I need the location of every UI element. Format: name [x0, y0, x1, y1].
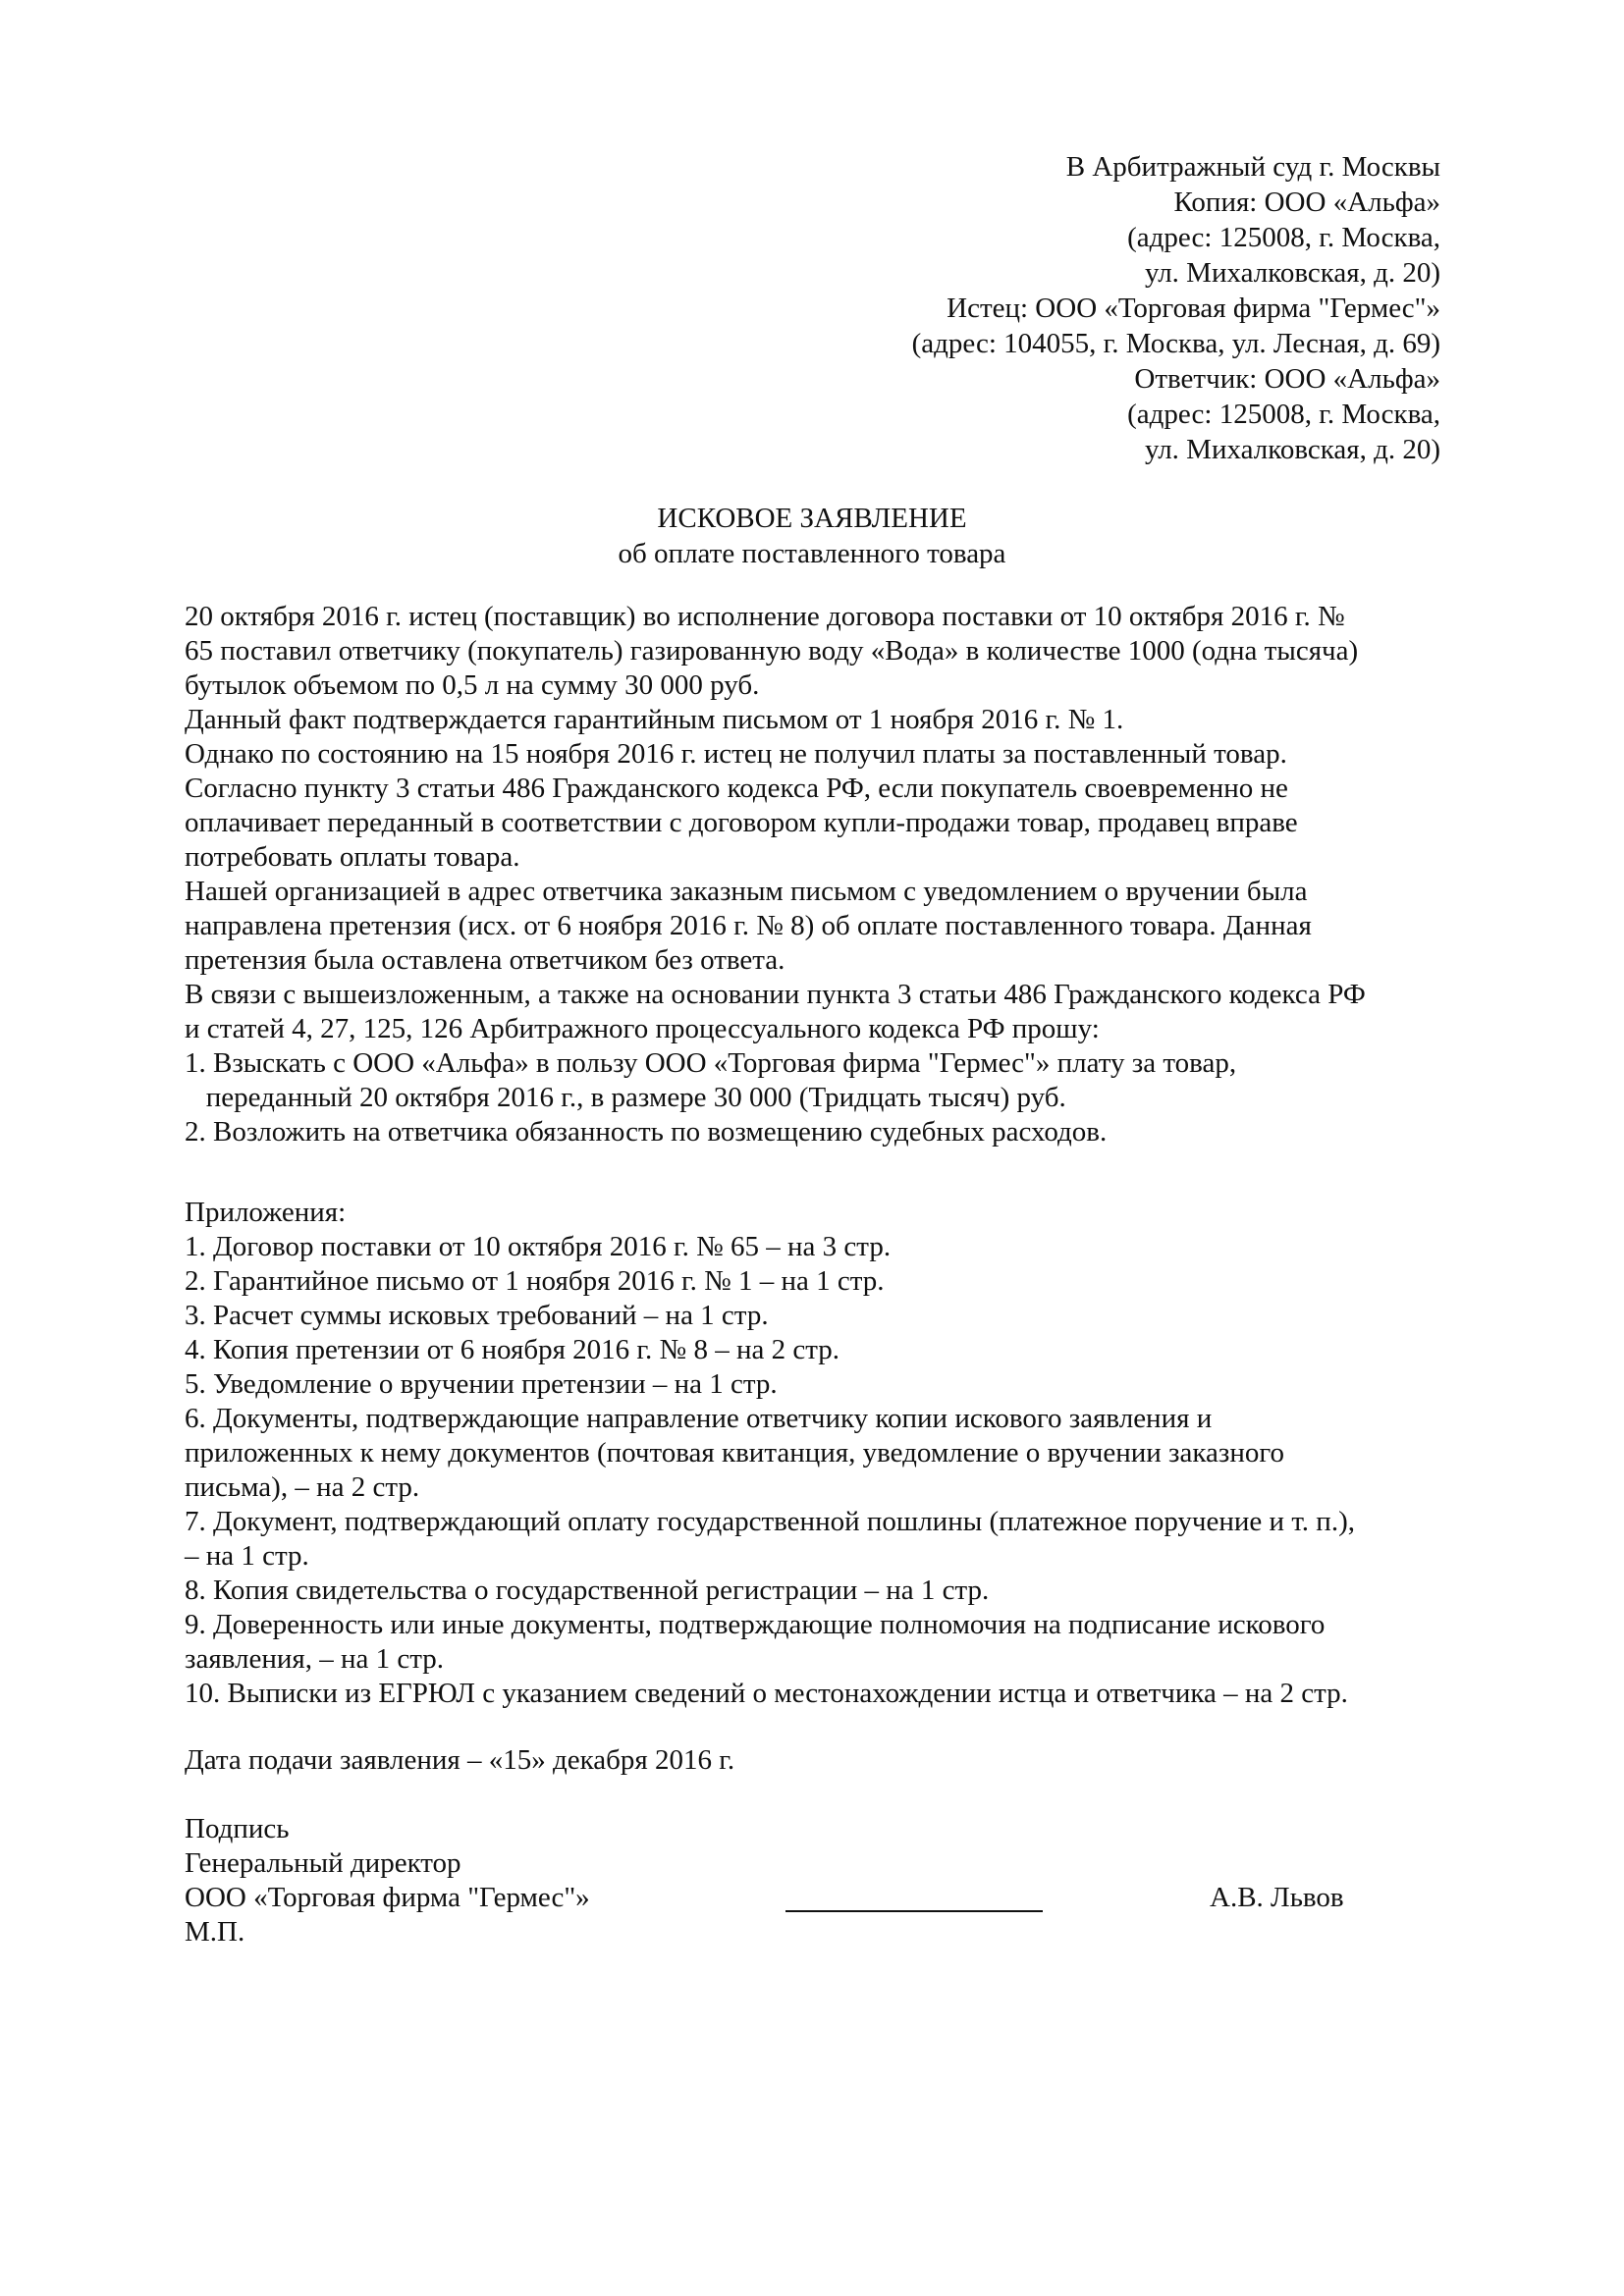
title-subtitle: об оплате поставленного товара	[618, 538, 1006, 569]
body-line: оплачивает переданный в соответствии с договором купли-продажи товар, продавец вправе	[185, 807, 1298, 838]
attachment-item: приложенных к нему документов (почтовая квитанция, уведомление о вручении заказного	[185, 1437, 1285, 1468]
body-line: и статей 4, 27, 125, 126 Арбитражного процессуального кодекса РФ прошу:	[185, 1013, 1100, 1044]
title-main: ИСКОВОЕ ЗАЯВЛЕНИЕ	[657, 503, 967, 534]
attachment-item: 5. Уведомление о вручении претензии – на 1 стр.	[185, 1368, 778, 1400]
attachment-item: 10. Выписки из ЕГРЮЛ с указанием сведений о местонахождении истца и ответчика – на 2 стр.	[185, 1678, 1348, 1709]
signature-line	[785, 1910, 1043, 1912]
addressee-line: Истец: ООО «Торговая фирма "Гермес"»	[947, 293, 1440, 324]
attachment-item: письма), – на 2 стр.	[185, 1471, 420, 1503]
attachment-item: 2. Гарантийное письмо от 1 ноября 2016 г. № 1 – на 1 стр.	[185, 1265, 885, 1297]
addressee-line: (адрес: 125008, г. Москва,	[1127, 399, 1440, 430]
attachment-item: 6. Документы, подтверждающие направление ответчику копии искового заявления и	[185, 1403, 1213, 1434]
request-item: 1. Взыскать с ООО «Альфа» в пользу ООО «Торговая фирма "Гермес"» плату за товар,	[185, 1047, 1237, 1079]
request-item: переданный 20 октября 2016 г., в размере 30 000 (Тридцать тысяч) руб.	[185, 1082, 1066, 1113]
body-line: Согласно пункту 3 статьи 486 Гражданского кодекса РФ, если покупатель своевременно не	[185, 773, 1288, 804]
signer-position: Генеральный директор	[185, 1847, 461, 1879]
attachment-item: 4. Копия претензии от 6 ноября 2016 г. № 8 – на 2 стр.	[185, 1334, 839, 1365]
signature-label: Подпись	[185, 1813, 290, 1844]
body-line: Однако по состоянию на 15 ноября 2016 г. истец не получил платы за поставленный товар.	[185, 738, 1287, 770]
body-line: Нашей организацией в адрес ответчика заказным письмом с уведомлением о вручении была	[185, 876, 1308, 907]
attachments-heading: Приложения:	[185, 1197, 347, 1228]
addressee-line: Копия: ООО «Альфа»	[1173, 187, 1440, 218]
attachment-item: 9. Доверенность или иные документы, подтверждающие полномочия на подписание искового	[185, 1609, 1326, 1640]
body-line: 65 поставил ответчику (покупатель) газированную воду «Вода» в количестве 1000 (одна тысяча)	[185, 635, 1359, 667]
addressee-line: ул. Михалковская, д. 20)	[1144, 434, 1440, 465]
attachment-item: 3. Расчет суммы исковых требований – на 1 стр.	[185, 1300, 769, 1331]
attachments-list	[185, 1196, 1355, 1711]
signer-name: А.В. Львов	[1210, 1882, 1344, 1913]
attachment-item: 8. Копия свидетельства о государственной регистрации – на 1 стр.	[185, 1575, 990, 1606]
addressee-line: (адрес: 125008, г. Москва,	[1127, 222, 1440, 253]
body-line: В связи с вышеизложенным, а также на основании пункта 3 статьи 486 Гражданского кодекса РФ	[185, 979, 1366, 1010]
signer-company: ООО «Торговая фирма "Гермес"»	[185, 1882, 590, 1913]
body-line: Данный факт подтверждается гарантийным письмом от 1 ноября 2016 г. № 1.	[185, 704, 1124, 735]
addressee-line: В Арбитражный суд г. Москвы	[1065, 151, 1440, 183]
body-line: 20 октября 2016 г. истец (поставщик) во исполнение договора поставки от 10 октября 2016 г. №	[185, 601, 1345, 632]
addressee-line: Ответчик: ООО «Альфа»	[1134, 363, 1440, 395]
body-line: потребовать оплаты товара.	[185, 841, 520, 873]
attachment-item: заявления, – на 1 стр.	[185, 1643, 444, 1675]
request-item: 2. Возложить на ответчика обязанность по возмещению судебных расходов.	[185, 1116, 1108, 1148]
body-line: направлена претензия (исх. от 6 ноября 2016 г. № 8) об оплате поставленного товара. Данная	[185, 910, 1312, 941]
addressee-line: ул. Михалковская, д. 20)	[1144, 257, 1440, 289]
body-line: бутылок объемом по 0,5 л на сумму 30 000 руб.	[185, 669, 760, 701]
addressee-block	[912, 149, 1440, 467]
attachment-item: 7. Документ, подтверждающий оплату государственной пошлины (платежное поручение и т. п.),	[185, 1506, 1355, 1537]
stamp-place: М.П.	[185, 1916, 245, 1948]
document-title	[0, 501, 1624, 571]
addressee-line: (адрес: 104055, г. Москва, ул. Лесная, д. 69)	[911, 328, 1440, 359]
filing-date: Дата подачи заявления – «15» декабря 2016 г.	[185, 1744, 735, 1776]
signature-block	[185, 1812, 590, 1949]
attachment-item: – на 1 стр.	[185, 1540, 309, 1572]
body-line: претензия была оставлена ответчиком без ответа.	[185, 944, 785, 976]
claim-body	[185, 600, 1461, 1149]
attachment-item: 1. Договор поставки от 10 октября 2016 г. № 65 – на 3 стр.	[185, 1231, 892, 1262]
